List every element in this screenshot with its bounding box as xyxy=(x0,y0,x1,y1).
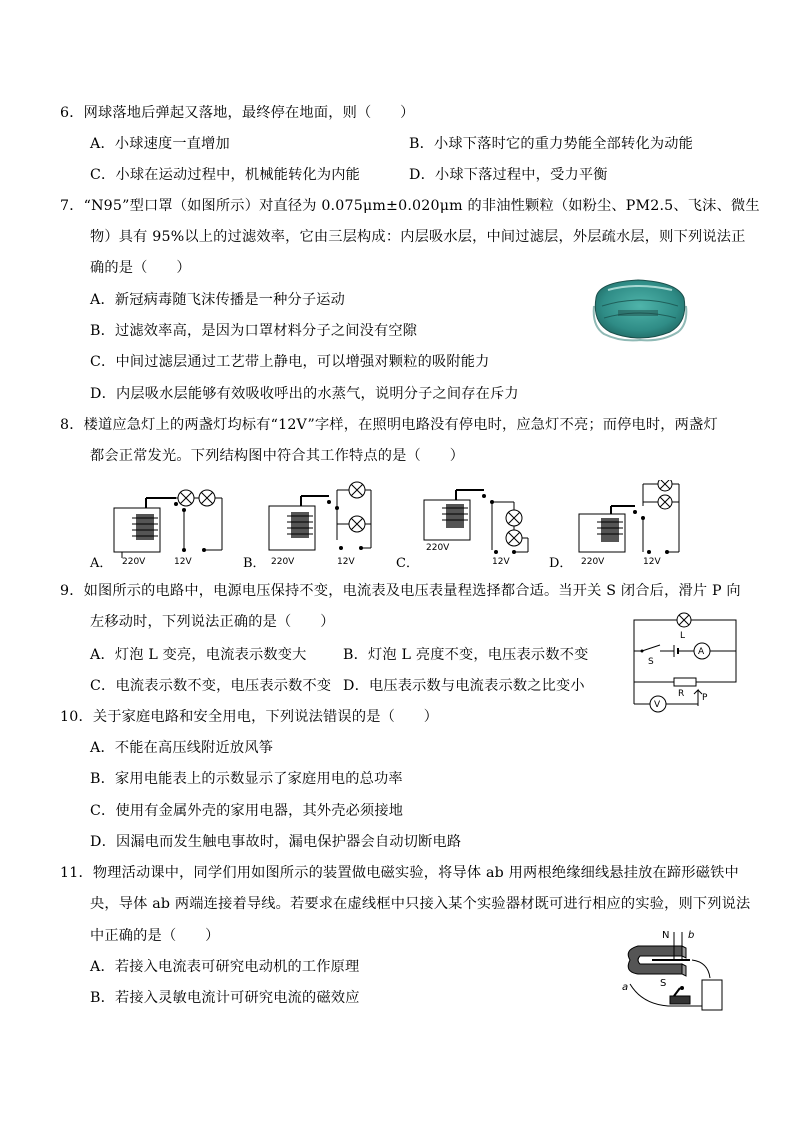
q11-north-label: N xyxy=(662,930,670,941)
q9-switch-label: S xyxy=(648,657,654,667)
q9-resistor-label: R xyxy=(678,689,685,699)
q6-option-c: C．小球在运动过程中，机械能转化为内能 xyxy=(90,167,361,183)
q8-figure-c xyxy=(424,490,528,567)
q7-option-b: B．过滤效率高，是因为口罩材料分子之间没有空隙 xyxy=(90,323,418,339)
q10-stem: 10．关于家庭电路和安全用电，下列说法错误的是（ ） xyxy=(60,709,439,725)
q9-voltmeter-label: V xyxy=(654,700,661,710)
q9-option-a: A．灯泡 L 变亮，电流表示数变大 xyxy=(90,647,307,663)
q6-stem: 6．网球落地后弹起又落地，最终停在地面，则（ ） xyxy=(60,105,415,121)
q6-option-b: B．小球下落时它的重力势能全部转化为动能 xyxy=(409,136,693,152)
q8-d-12v-label: 12V xyxy=(643,557,661,567)
q8-a-12v-label: 12V xyxy=(174,557,192,567)
q10-option-a: A．不能在高压线附近放风筝 xyxy=(90,740,274,756)
q11-a-label: a xyxy=(622,982,629,993)
q8-label-d: D． xyxy=(549,556,573,571)
q8-stem-line-1: 8．楼道应急灯上的两盏灯均标有“12V”字样，在照明电路没有停电时，应急灯不亮；而停电时，两盏灯 xyxy=(60,417,718,433)
q8-circuit-figures xyxy=(86,480,686,572)
q6-option-a: A．小球速度一直增加 xyxy=(90,136,230,152)
q9-circuit-figure xyxy=(628,606,740,714)
q9-ammeter-label: A xyxy=(698,647,705,657)
q8-b-12v-label: 12V xyxy=(337,557,355,567)
q10-option-b: B．家用电能表上的示数显示了家庭用电的总功率 xyxy=(90,771,403,787)
q9-stem-line-1: 9．如图所示的电路中，电源电压保持不变，电流表及电压表量程选择都合适。当开关 S 闭合后，滑片 P 向 xyxy=(60,583,741,599)
q9-stem-line-2: 左移动时，下列说法正确的是（ ） xyxy=(90,614,335,630)
q6-option-d: D．小球下落过程中，受力平衡 xyxy=(409,167,608,183)
q11-magnet-figure xyxy=(622,926,728,1018)
q8-label-c: C． xyxy=(396,556,419,571)
q7-option-c: C．中间过滤层通过工艺带上静电，可以增强对颗粒的吸附能力 xyxy=(90,354,490,370)
q7-stem-line-1: 7．“N95”型口罩（如图所示）对直径为 0.075μm±0.020μm 的非油性颗粒（如粉尘、PM2.5、飞沫、微生 xyxy=(60,198,760,214)
q8-figure-a xyxy=(114,490,222,567)
q8-label-b: B． xyxy=(243,556,266,571)
q7-stem-line-3: 确的是（ ） xyxy=(90,260,191,276)
q8-stem-line-2: 都会正常发光。下列结构图中符合其工作特点的是（ ） xyxy=(90,448,465,464)
q8-b-220v-label: 220V xyxy=(271,557,295,567)
q11-option-b: B．若接入灵敏电流计可研究电流的磁效应 xyxy=(90,990,360,1006)
q8-figure-b xyxy=(269,482,371,567)
q10-option-d: D．因漏电而发生触电事故时，漏电保护器会自动切断电路 xyxy=(90,834,462,850)
q8-a-220v-label: 220V xyxy=(122,557,146,567)
q10-option-c: C．使用有金属外壳的家用电器，其外壳必须接地 xyxy=(90,803,404,819)
q7-option-d: D．内层吸水层能够有效吸收呼出的水蒸气，说明分子之间存在斥力 xyxy=(90,386,519,402)
q9-option-c: C．电流表示数不变，电压表示数不变 xyxy=(90,678,332,694)
q9-lamp-label: L xyxy=(680,631,686,641)
q11-south-label: S xyxy=(660,978,667,989)
q8-c-12v-label: 12V xyxy=(492,557,510,567)
q8-figure-d xyxy=(579,480,679,567)
q7-option-a: A．新冠病毒随飞沫传播是一种分子运动 xyxy=(90,292,346,308)
q11-b-label: b xyxy=(688,930,695,941)
q11-stem-line-2: 央，导体 ab 两端连接着导线。若要求在虚线框中只接入某个实验器材既可进行相应的实验，则下列说法 xyxy=(90,896,751,912)
q11-stem-line-1: 11．物理活动课中，同学们用如图所示的装置做电磁实验，将导体 ab 用两根绝缘细线悬挂放在蹄形磁铁中 xyxy=(60,865,739,881)
q8-c-220v-label: 220V xyxy=(426,543,450,553)
q8-d-220v-label: 220V xyxy=(581,557,605,567)
q7-stem-line-2: 物）具有 95%以上的过滤效率，它由三层构成：内层吸水层，中间过滤层，外层疏水层，则下列说法正 xyxy=(90,229,746,245)
q11-stem-line-3: 中正确的是（ ） xyxy=(90,928,220,944)
n95-mask-image xyxy=(590,276,690,346)
q9-option-d: D．电压表示数与电流表示数之比变小 xyxy=(343,678,585,694)
q9-slider-label: P xyxy=(702,693,708,703)
q9-option-b: B．灯泡 L 亮度不变，电压表示数不变 xyxy=(343,647,589,663)
q11-option-a: A．若接入电流表可研究电动机的工作原理 xyxy=(90,959,360,975)
q8-label-a: A． xyxy=(90,556,113,571)
